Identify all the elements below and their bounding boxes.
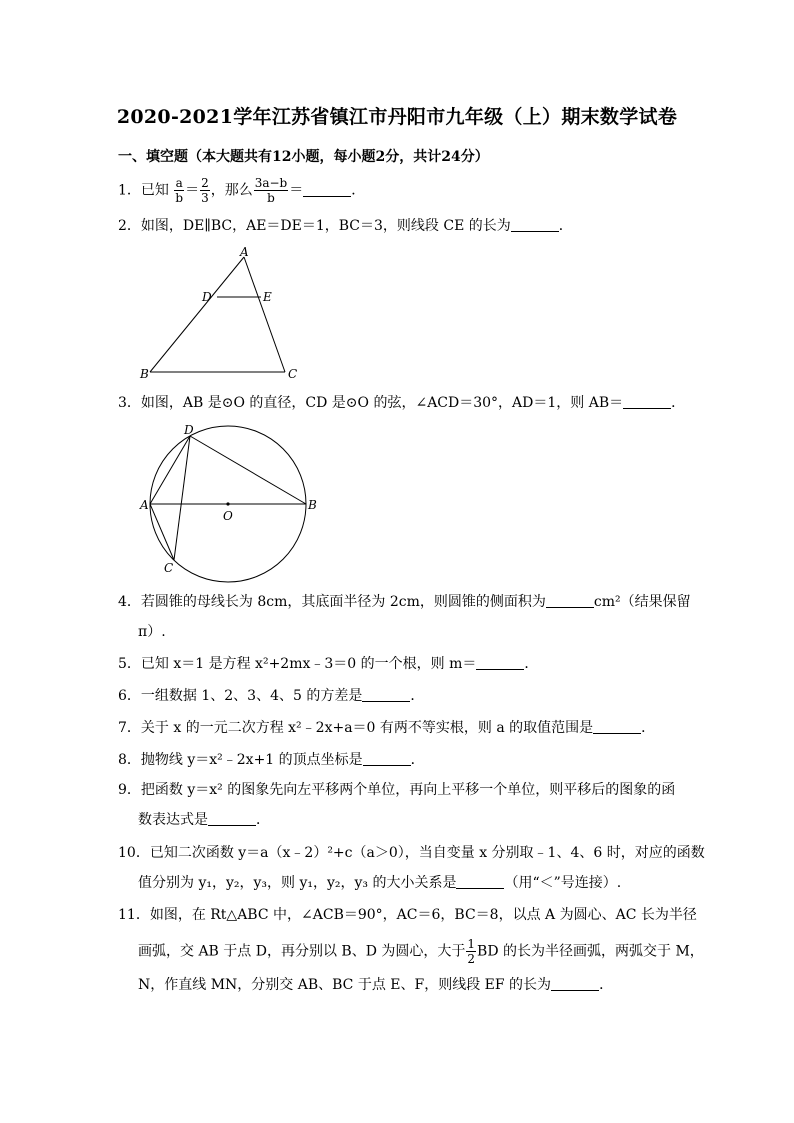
answer-blank[interactable] bbox=[593, 719, 641, 734]
section-heading: 一、填空题（本大题共有12小题，每小题2分，共计24分） bbox=[118, 149, 489, 165]
answer-blank[interactable] bbox=[551, 976, 599, 991]
label-e: E bbox=[263, 290, 272, 304]
question-4: 4．若圆锥的母线长为 8cm，其底面半径为 2cm，则圆锥的侧面积为 cm²（结果保留 bbox=[118, 594, 691, 610]
label-d: D bbox=[202, 290, 212, 304]
question-9: 9．把函数 y＝x² 的图象先向左平移两个单位，再向上平移一个单位，则平移后的图象的函 bbox=[118, 782, 676, 798]
question-11-line-3: N，作直线 MN，分别交 AB、BC 于点 E、F，则线段 EF 的长为 ． bbox=[138, 977, 614, 993]
question-4-line-2: π）. bbox=[138, 624, 166, 640]
answer-blank[interactable] bbox=[208, 811, 256, 826]
answer-blank[interactable] bbox=[623, 394, 671, 409]
answer-blank[interactable] bbox=[363, 751, 411, 766]
answer-blank[interactable] bbox=[362, 687, 410, 702]
fraction-2-over-3: $\frac{2}{3}$ bbox=[201, 176, 209, 205]
answer-blank[interactable] bbox=[511, 217, 559, 232]
fraction-expression: $\frac{3a-b}{b}$ bbox=[254, 176, 288, 205]
answer-blank[interactable] bbox=[476, 655, 524, 670]
label-a: A bbox=[140, 498, 149, 512]
label-b: B bbox=[308, 498, 317, 512]
question-8: 8．抛物线 y＝x²﹣2x+1 的顶点坐标是 ． bbox=[118, 752, 425, 768]
circle-figure bbox=[136, 420, 326, 585]
page-title: 2020-2021学年江苏省镇江市丹阳市九年级（上）期末数学试卷 bbox=[116, 106, 678, 128]
answer-blank[interactable] bbox=[303, 182, 351, 197]
question-1: 1．已知 $\frac{a}{b}$ ＝ $\frac{2}{3}$ ，那么 $\frac{3a-b}{b}$ ＝ ． bbox=[118, 176, 366, 205]
label-c: C bbox=[288, 367, 298, 381]
fraction-a-over-b: $\frac{a}{b}$ bbox=[175, 176, 184, 205]
question-5: 5．已知 x＝1 是方程 x²+2mx﹣3＝0 的一个根，则 m＝ ． bbox=[118, 656, 539, 672]
question-6: 6．一组数据 1、2、3、4、5 的方差是 ． bbox=[118, 688, 425, 704]
question-11: 11．如图，在 Rt△ABC 中，∠ACB＝90°，AC＝6，BC＝8，以点 A 为圆心、AC 长为半径 bbox=[118, 907, 697, 923]
label-b: B bbox=[140, 367, 149, 381]
question-10-line-2: 值分别为 y₁，y₂，y₃，则 y₁，y₂，y₃ 的大小关系是 （用“＜”号连接）. bbox=[138, 875, 622, 891]
question-10: 10．已知二次函数 y＝a（x﹣2）²+c（a＞0），当自变量 x 分别取﹣1、4、6 时，对应的函数 bbox=[118, 845, 705, 861]
triangle-figure bbox=[130, 244, 310, 384]
label-a: A bbox=[240, 245, 249, 259]
question-11-line-2: 画弧，交 AB 于点 D，再分别以 B、D 为圆心，大于 $\frac{1}{2}$ BD 的长为半径画弧，两弧交于 M， bbox=[138, 937, 704, 966]
label-o: O bbox=[223, 509, 233, 523]
fraction-one-half: $\frac{1}{2}$ bbox=[467, 937, 476, 966]
answer-blank[interactable] bbox=[456, 874, 504, 889]
question-9-line-2: 数表达式是 ． bbox=[138, 812, 270, 828]
question-3: 3．如图，AB 是⊙O 的直径，CD 是⊙O 的弦，∠ACD＝30°，AD＝1，则 AB＝ ． bbox=[118, 395, 686, 411]
question-7: 7．关于 x 的一元二次方程 x²﹣2x+a＝0 有两不等实根，则 a 的取值范围是 ． bbox=[118, 720, 656, 736]
answer-blank[interactable] bbox=[546, 593, 594, 608]
question-2: 2．如图，DE∥BC，AE＝DE＝1，BC＝3，则线段 CE 的长为 ． bbox=[118, 218, 573, 234]
label-d: D bbox=[184, 423, 194, 437]
label-c: C bbox=[164, 561, 174, 575]
